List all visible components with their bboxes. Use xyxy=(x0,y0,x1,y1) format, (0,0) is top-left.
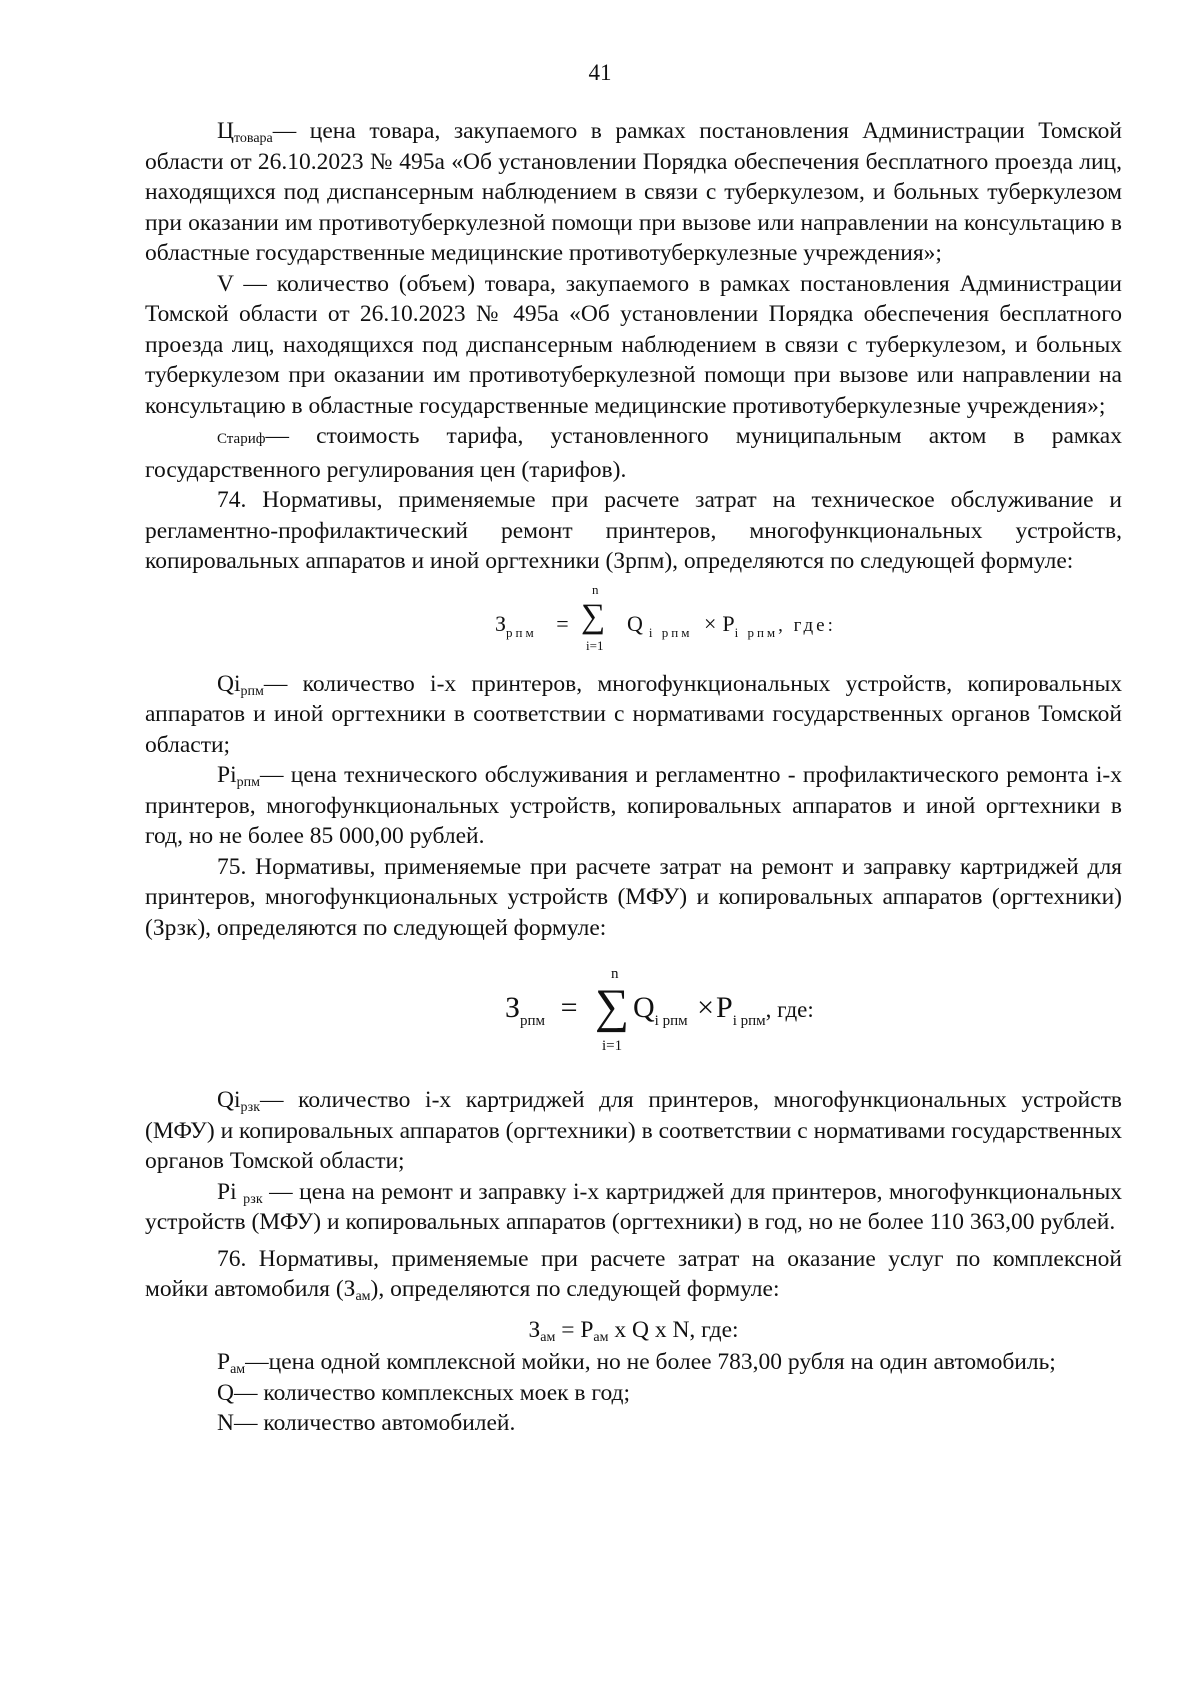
sigma-symbol: ∑ xyxy=(595,980,630,1033)
formula-lhs: З xyxy=(495,610,507,636)
symbol-qi: Qi xyxy=(217,1087,241,1113)
paragraph-n: N— количество автомобилей. xyxy=(217,1410,516,1436)
page-number: 41 xyxy=(588,60,612,85)
paragraph-text: — количество i-x картриджей для принтеров, многофункциональных устройств (МФУ) и копировальных аппаратов (оргтехники) в соответствии с нормативами государственных органов Томской области; xyxy=(145,1087,1122,1174)
symbol-c-sub: товара xyxy=(233,131,273,146)
paragraph-text: — количество i-x принтеров, многофункциональных устройств, копировальных аппаратов и иной оргтехники в соответствии с нормативами государственных органов Томской области; xyxy=(145,670,1122,758)
formula-eq: = xyxy=(556,610,569,636)
formula-75 xyxy=(145,951,1122,1071)
formula-76 xyxy=(145,1315,1122,1346)
formula-tail: , где: xyxy=(778,614,836,636)
formula-times: × xyxy=(703,610,717,636)
paragraph-76 xyxy=(145,1244,1122,1305)
formula-74 xyxy=(145,581,1122,665)
formula-q-sub: i рпм xyxy=(654,1013,688,1029)
paragraph-tariff-definition xyxy=(145,421,1122,485)
formula-p-sub: i рпм xyxy=(734,624,779,640)
symbol-p: P xyxy=(217,1349,231,1375)
paragraph-qi-rpm xyxy=(145,669,1122,761)
paragraph-text: — цена технического обслуживания и регламентно - профилактического ремонта i-x принтеров, многофункциональных устройств, копировальных аппаратов и иной оргтехники в год, но не более 85 000,00 рублей. xyxy=(145,762,1122,849)
formula-tail: , где: xyxy=(765,997,814,1022)
formula-q: Q xyxy=(633,991,655,1024)
formula-lhs: З xyxy=(505,991,521,1024)
sum-lower-limit: i=1 xyxy=(602,1038,623,1054)
symbol-pi: Pi xyxy=(217,762,237,788)
sum-upper-limit: n xyxy=(611,966,619,982)
formula-q-sub: i рпм xyxy=(648,624,693,640)
paragraph-text: — цена товара, закупаемого в рамках постановления Администрации Томской области от 26.10.2023 № 495а «Об установлении Порядка обеспечения бесплатного проезда лиц, находящихся под диспансерным наблюдением в связи с туберкулезом, и больных туберкулезом при оказании им противотуберкулезной помощи при вызове или направлении на консультацию в областные государственные медицинские противотуберкулезные учреждения»; xyxy=(145,118,1122,266)
formula-p: P xyxy=(716,991,733,1024)
formula-mid: = P xyxy=(555,1316,594,1343)
document-body xyxy=(145,116,1122,1439)
formula-q: Q xyxy=(627,610,643,636)
paragraph-text: ), определяются по следующей формуле: xyxy=(370,1276,780,1302)
symbol-qi-sub: рпм xyxy=(240,683,264,699)
formula-z: З xyxy=(528,1316,541,1343)
paragraph-74: 74. Нормативы, применяемые при расчете затрат на техническое обслуживание и регламентно-профилактический ремонт принтеров, многофункциональных устройств, копировальных аппаратов и иной оргтехники (Зрпм), определяются по следующей формуле: xyxy=(145,487,1122,574)
formula-tail: x Q x N, где: xyxy=(608,1316,739,1343)
paragraph-pi-rzk xyxy=(145,1177,1122,1238)
symbol-qi-sub: рзк xyxy=(240,1100,261,1115)
paragraph-qi-rzk xyxy=(145,1085,1122,1177)
symbol-tariff: Стариф xyxy=(217,431,266,447)
formula-eq: = xyxy=(560,991,578,1024)
formula-p-sub: i рпм xyxy=(732,1013,766,1029)
symbol-p-sub: ам xyxy=(230,1362,246,1377)
symbol-pi-sub: рпм xyxy=(236,775,260,790)
paragraph-text: 76. Нормативы, применяемые при расчете затрат на оказание услуг по комплексной мойки автомобиля (З xyxy=(145,1245,1122,1302)
paragraph-text: — стоимость тарифа, установленного муниципальным актом в рамках государственного регулирования цен (тарифов). xyxy=(145,423,1122,483)
paragraph-q: Q— количество комплексных моек в год; xyxy=(217,1379,631,1406)
paragraph-75: 75. Нормативы, применяемые при расчете затрат на ремонт и заправку картриджей для принтеров, многофункциональных устройств (МФУ) и копировальных аппаратов (оргтехники) (Зрзк), определяются по следующей формуле: xyxy=(145,853,1122,941)
symbol-qi: Qi xyxy=(217,670,241,697)
formula-p: P xyxy=(722,610,735,636)
paragraph-price-definition xyxy=(145,116,1122,269)
formula-lhs-sub: рпм xyxy=(520,1013,546,1029)
formula-lhs-sub: рпм xyxy=(506,624,537,640)
symbol-c: Ц xyxy=(217,118,234,144)
paragraph-text: — цена на ремонт и заправку i-x картриджей для принтеров, многофункциональных устройств (МФУ) и копировальных аппаратов (оргтехники) в год, но не более 110 363,00 рублей. xyxy=(145,1178,1123,1235)
paragraph-volume-definition: V — количество (объем) товара, закупаемого в рамках постановления Администрации Томской области от 26.10.2023 № 495а «Об установлении Порядка обеспечения бесплатного проезда лиц, находящихся под диспансерным наблюдением в связи с туберкулезом, и больных туберкулезом при оказании им противотуберкулезной помощи при вызове или направлении на консультацию в областные государственные медицинские противотуберкулезные учреждения»; xyxy=(145,270,1122,419)
paragraph-text: —цена одной комплексной мойки, но не более 783,00 рубля на один автомобиль; xyxy=(245,1349,1056,1375)
paragraph-pi-rpm xyxy=(145,760,1122,852)
sum-upper-limit: n xyxy=(592,581,599,597)
formula-times: × xyxy=(697,991,715,1024)
formula-z-sub: ам xyxy=(540,1329,556,1345)
symbol-z-sub: ам xyxy=(355,1289,371,1304)
formula-p-sub: ам xyxy=(593,1329,609,1345)
sum-lower-limit: i=1 xyxy=(586,637,604,653)
sigma-symbol: ∑ xyxy=(581,597,606,635)
paragraph-p-am xyxy=(145,1347,1122,1378)
symbol-pi-sub: рзк xyxy=(243,1191,263,1207)
symbol-pi: Pi xyxy=(217,1178,237,1205)
